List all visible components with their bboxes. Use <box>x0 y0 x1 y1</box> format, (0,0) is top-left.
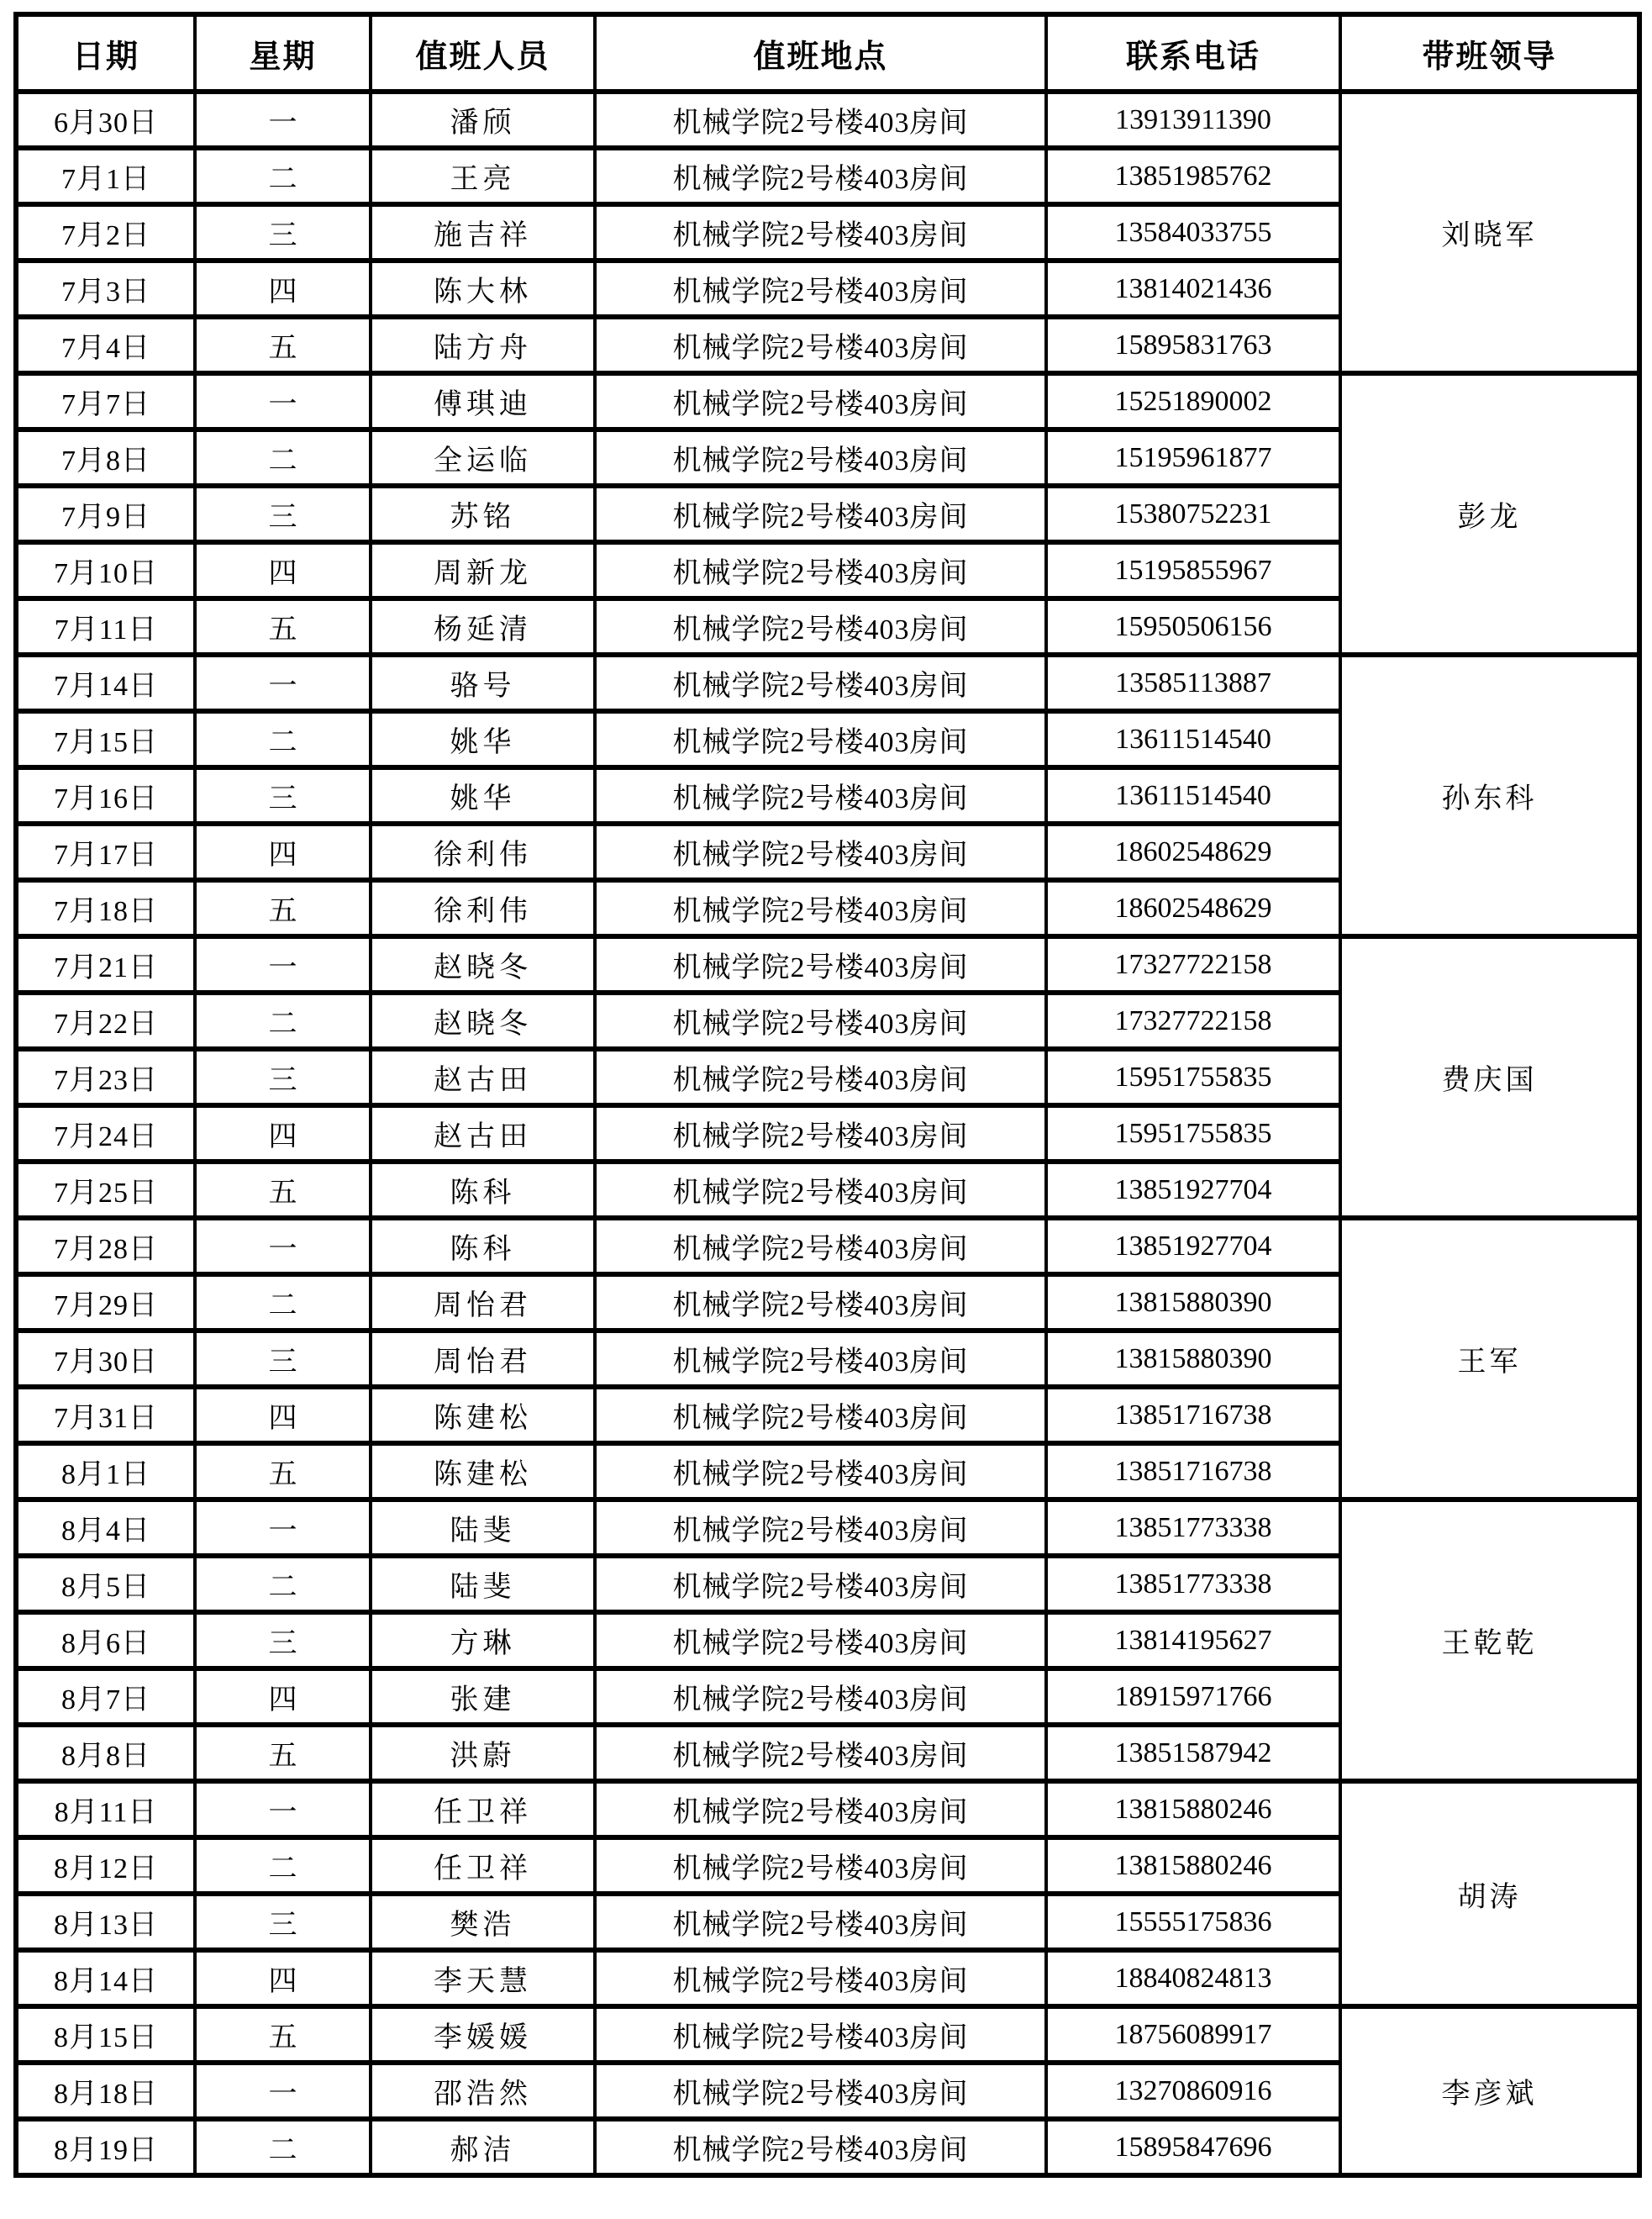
table-body <box>16 92 1639 2175</box>
phone-cell: 13814021436 <box>1046 261 1340 317</box>
location-cell: 机械学院2号楼403房间 <box>595 1443 1046 1500</box>
phone-cell: 15895847696 <box>1046 2119 1340 2175</box>
location-cell: 机械学院2号楼403房间 <box>595 880 1046 936</box>
weekday-cell: 二 <box>195 1274 371 1331</box>
leader-cell: 胡涛 <box>1340 1781 1639 2006</box>
header-date: 日期 <box>16 14 195 92</box>
weekday-cell: 三 <box>195 486 371 542</box>
date-cell: 8月12日 <box>16 1837 195 1894</box>
location-cell: 机械学院2号楼403房间 <box>595 1387 1046 1443</box>
phone-cell: 15555175836 <box>1046 1894 1340 1950</box>
person-cell: 陆斐 <box>371 1500 595 1556</box>
date-cell: 7月21日 <box>16 936 195 993</box>
person-cell: 周新龙 <box>371 542 595 598</box>
weekday-cell: 一 <box>195 1781 371 1837</box>
date-cell: 7月10日 <box>16 542 195 598</box>
weekday-cell: 一 <box>195 1218 371 1274</box>
phone-cell: 13584033755 <box>1046 204 1340 261</box>
phone-cell: 13815880246 <box>1046 1837 1340 1894</box>
phone-cell: 15195855967 <box>1046 542 1340 598</box>
phone-cell: 15251890002 <box>1046 373 1340 430</box>
weekday-cell: 四 <box>195 1668 371 1725</box>
weekday-cell: 四 <box>195 1105 371 1162</box>
location-cell: 机械学院2号楼403房间 <box>595 1105 1046 1162</box>
location-cell: 机械学院2号楼403房间 <box>595 1218 1046 1274</box>
location-cell: 机械学院2号楼403房间 <box>595 1725 1046 1781</box>
location-cell: 机械学院2号楼403房间 <box>595 824 1046 880</box>
location-cell: 机械学院2号楼403房间 <box>595 1162 1046 1218</box>
weekday-cell: 五 <box>195 1443 371 1500</box>
weekday-cell: 五 <box>195 1725 371 1781</box>
header-location: 值班地点 <box>595 14 1046 92</box>
weekday-cell: 二 <box>195 711 371 767</box>
weekday-cell: 四 <box>195 1950 371 2006</box>
phone-cell: 13851927704 <box>1046 1162 1340 1218</box>
weekday-cell: 三 <box>195 1331 371 1387</box>
date-cell: 7月8日 <box>16 430 195 486</box>
person-cell: 邵浩然 <box>371 2063 595 2119</box>
location-cell: 机械学院2号楼403房间 <box>595 1894 1046 1950</box>
table-row <box>16 1218 1639 1274</box>
phone-cell: 13851985762 <box>1046 148 1340 204</box>
person-cell: 徐利伟 <box>371 824 595 880</box>
phone-cell: 13851716738 <box>1046 1387 1340 1443</box>
phone-cell: 13611514540 <box>1046 711 1340 767</box>
table-row <box>16 1781 1639 1837</box>
phone-cell: 13851927704 <box>1046 1218 1340 1274</box>
person-cell: 赵古田 <box>371 1105 595 1162</box>
date-cell: 8月18日 <box>16 2063 195 2119</box>
person-cell: 李天慧 <box>371 1950 595 2006</box>
person-cell: 陆方舟 <box>371 317 595 373</box>
location-cell: 机械学院2号楼403房间 <box>595 2006 1046 2063</box>
date-cell: 8月13日 <box>16 1894 195 1950</box>
location-cell: 机械学院2号楼403房间 <box>595 486 1046 542</box>
date-cell: 7月28日 <box>16 1218 195 1274</box>
header-weekday: 星期 <box>195 14 371 92</box>
date-cell: 7月1日 <box>16 148 195 204</box>
weekday-cell: 五 <box>195 2006 371 2063</box>
table-row <box>16 1500 1639 1556</box>
weekday-cell: 一 <box>195 2063 371 2119</box>
weekday-cell: 五 <box>195 317 371 373</box>
weekday-cell: 二 <box>195 1837 371 1894</box>
person-cell: 方琳 <box>371 1612 595 1668</box>
weekday-cell: 五 <box>195 1162 371 1218</box>
date-cell: 7月30日 <box>16 1331 195 1387</box>
date-cell: 8月14日 <box>16 1950 195 2006</box>
person-cell: 陈科 <box>371 1218 595 1274</box>
location-cell: 机械学院2号楼403房间 <box>595 317 1046 373</box>
phone-cell: 18602548629 <box>1046 880 1340 936</box>
date-cell: 7月9日 <box>16 486 195 542</box>
weekday-cell: 五 <box>195 880 371 936</box>
weekday-cell: 一 <box>195 655 371 711</box>
phone-cell: 18756089917 <box>1046 2006 1340 2063</box>
phone-cell: 17327722158 <box>1046 936 1340 993</box>
location-cell: 机械学院2号楼403房间 <box>595 1331 1046 1387</box>
phone-cell: 18840824813 <box>1046 1950 1340 2006</box>
location-cell: 机械学院2号楼403房间 <box>595 148 1046 204</box>
person-cell: 全运临 <box>371 430 595 486</box>
date-cell: 7月18日 <box>16 880 195 936</box>
date-cell: 7月25日 <box>16 1162 195 1218</box>
phone-cell: 13815880390 <box>1046 1274 1340 1331</box>
person-cell: 张建 <box>371 1668 595 1725</box>
location-cell: 机械学院2号楼403房间 <box>595 1837 1046 1894</box>
leader-cell: 孙东科 <box>1340 655 1639 936</box>
date-cell: 7月14日 <box>16 655 195 711</box>
phone-cell: 13851773338 <box>1046 1500 1340 1556</box>
table-row <box>16 2006 1639 2063</box>
location-cell: 机械学院2号楼403房间 <box>595 1950 1046 2006</box>
person-cell: 洪蔚 <box>371 1725 595 1781</box>
weekday-cell: 一 <box>195 936 371 993</box>
location-cell: 机械学院2号楼403房间 <box>595 711 1046 767</box>
person-cell: 傅琪迪 <box>371 373 595 430</box>
location-cell: 机械学院2号楼403房间 <box>595 430 1046 486</box>
table-row <box>16 92 1639 148</box>
header-phone: 联系电话 <box>1046 14 1340 92</box>
phone-cell: 13851587942 <box>1046 1725 1340 1781</box>
location-cell: 机械学院2号楼403房间 <box>595 1556 1046 1612</box>
phone-cell: 13851773338 <box>1046 1556 1340 1612</box>
date-cell: 8月7日 <box>16 1668 195 1725</box>
date-cell: 7月17日 <box>16 824 195 880</box>
person-cell: 潘颀 <box>371 92 595 148</box>
date-cell: 7月23日 <box>16 1049 195 1105</box>
person-cell: 陈建松 <box>371 1443 595 1500</box>
phone-cell: 13585113887 <box>1046 655 1340 711</box>
date-cell: 8月8日 <box>16 1725 195 1781</box>
location-cell: 机械学院2号楼403房间 <box>595 1274 1046 1331</box>
leader-cell: 刘晓军 <box>1340 92 1639 373</box>
weekday-cell: 三 <box>195 1049 371 1105</box>
phone-cell: 18602548629 <box>1046 824 1340 880</box>
person-cell: 赵古田 <box>371 1049 595 1105</box>
phone-cell: 15951755835 <box>1046 1049 1340 1105</box>
person-cell: 陈大林 <box>371 261 595 317</box>
location-cell: 机械学院2号楼403房间 <box>595 373 1046 430</box>
date-cell: 8月19日 <box>16 2119 195 2175</box>
weekday-cell: 三 <box>195 1612 371 1668</box>
person-cell: 任卫祥 <box>371 1837 595 1894</box>
table-row <box>16 655 1639 711</box>
phone-cell: 13815880390 <box>1046 1331 1340 1387</box>
date-cell: 7月7日 <box>16 373 195 430</box>
location-cell: 机械学院2号楼403房间 <box>595 936 1046 993</box>
location-cell: 机械学院2号楼403房间 <box>595 1049 1046 1105</box>
person-cell: 周怡君 <box>371 1274 595 1331</box>
person-cell: 李媛媛 <box>371 2006 595 2063</box>
person-cell: 杨延清 <box>371 598 595 655</box>
person-cell: 陈建松 <box>371 1387 595 1443</box>
person-cell: 陆斐 <box>371 1556 595 1612</box>
phone-cell: 13815880246 <box>1046 1781 1340 1837</box>
phone-cell: 13913911390 <box>1046 92 1340 148</box>
phone-cell: 13851716738 <box>1046 1443 1340 1500</box>
weekday-cell: 二 <box>195 430 371 486</box>
location-cell: 机械学院2号楼403房间 <box>595 655 1046 711</box>
weekday-cell: 四 <box>195 824 371 880</box>
table-row <box>16 373 1639 430</box>
date-cell: 7月29日 <box>16 1274 195 1331</box>
weekday-cell: 五 <box>195 598 371 655</box>
person-cell: 王亮 <box>371 148 595 204</box>
leader-cell: 彭龙 <box>1340 373 1639 655</box>
date-cell: 7月31日 <box>16 1387 195 1443</box>
person-cell: 施吉祥 <box>371 204 595 261</box>
person-cell: 周怡君 <box>371 1331 595 1387</box>
weekday-cell: 三 <box>195 767 371 824</box>
location-cell: 机械学院2号楼403房间 <box>595 1668 1046 1725</box>
location-cell: 机械学院2号楼403房间 <box>595 542 1046 598</box>
location-cell: 机械学院2号楼403房间 <box>595 1612 1046 1668</box>
phone-cell: 18915971766 <box>1046 1668 1340 1725</box>
phone-cell: 15951755835 <box>1046 1105 1340 1162</box>
date-cell: 7月16日 <box>16 767 195 824</box>
location-cell: 机械学院2号楼403房间 <box>595 1781 1046 1837</box>
date-cell: 8月5日 <box>16 1556 195 1612</box>
weekday-cell: 四 <box>195 1387 371 1443</box>
weekday-cell: 三 <box>195 1894 371 1950</box>
weekday-cell: 一 <box>195 92 371 148</box>
phone-cell: 15195961877 <box>1046 430 1340 486</box>
phone-cell: 13814195627 <box>1046 1612 1340 1668</box>
header-row <box>16 14 1639 92</box>
date-cell: 8月1日 <box>16 1443 195 1500</box>
date-cell: 7月24日 <box>16 1105 195 1162</box>
person-cell: 姚华 <box>371 767 595 824</box>
weekday-cell: 二 <box>195 2119 371 2175</box>
leader-cell: 王军 <box>1340 1218 1639 1500</box>
table-row <box>16 936 1639 993</box>
person-cell: 樊浩 <box>371 1894 595 1950</box>
phone-cell: 17327722158 <box>1046 993 1340 1049</box>
date-cell: 6月30日 <box>16 92 195 148</box>
weekday-cell: 二 <box>195 148 371 204</box>
location-cell: 机械学院2号楼403房间 <box>595 2063 1046 2119</box>
leader-cell: 王乾乾 <box>1340 1500 1639 1781</box>
date-cell: 7月22日 <box>16 993 195 1049</box>
location-cell: 机械学院2号楼403房间 <box>595 2119 1046 2175</box>
weekday-cell: 四 <box>195 261 371 317</box>
weekday-cell: 一 <box>195 1500 371 1556</box>
phone-cell: 13270860916 <box>1046 2063 1340 2119</box>
date-cell: 7月15日 <box>16 711 195 767</box>
header-leader: 带班领导 <box>1340 14 1639 92</box>
phone-cell: 15380752231 <box>1046 486 1340 542</box>
phone-cell: 15895831763 <box>1046 317 1340 373</box>
location-cell: 机械学院2号楼403房间 <box>595 598 1046 655</box>
date-cell: 7月3日 <box>16 261 195 317</box>
weekday-cell: 二 <box>195 1556 371 1612</box>
person-cell: 任卫祥 <box>371 1781 595 1837</box>
location-cell: 机械学院2号楼403房间 <box>595 1500 1046 1556</box>
person-cell: 赵晓冬 <box>371 936 595 993</box>
location-cell: 机械学院2号楼403房间 <box>595 767 1046 824</box>
person-cell: 陈科 <box>371 1162 595 1218</box>
person-cell: 徐利伟 <box>371 880 595 936</box>
date-cell: 8月15日 <box>16 2006 195 2063</box>
leader-cell: 费庆国 <box>1340 936 1639 1218</box>
weekday-cell: 二 <box>195 993 371 1049</box>
weekday-cell: 四 <box>195 542 371 598</box>
date-cell: 7月11日 <box>16 598 195 655</box>
phone-cell: 15950506156 <box>1046 598 1340 655</box>
date-cell: 8月11日 <box>16 1781 195 1837</box>
phone-cell: 13611514540 <box>1046 767 1340 824</box>
weekday-cell: 三 <box>195 204 371 261</box>
date-cell: 8月4日 <box>16 1500 195 1556</box>
location-cell: 机械学院2号楼403房间 <box>595 92 1046 148</box>
date-cell: 7月2日 <box>16 204 195 261</box>
date-cell: 7月4日 <box>16 317 195 373</box>
person-cell: 苏铭 <box>371 486 595 542</box>
leader-cell: 李彦斌 <box>1340 2006 1639 2175</box>
date-cell: 8月6日 <box>16 1612 195 1668</box>
location-cell: 机械学院2号楼403房间 <box>595 204 1046 261</box>
weekday-cell: 一 <box>195 373 371 430</box>
person-cell: 赵晓冬 <box>371 993 595 1049</box>
person-cell: 郝洁 <box>371 2119 595 2175</box>
person-cell: 骆号 <box>371 655 595 711</box>
location-cell: 机械学院2号楼403房间 <box>595 993 1046 1049</box>
location-cell: 机械学院2号楼403房间 <box>595 261 1046 317</box>
person-cell: 姚华 <box>371 711 595 767</box>
duty-schedule-table <box>13 12 1642 2178</box>
header-person: 值班人员 <box>371 14 595 92</box>
